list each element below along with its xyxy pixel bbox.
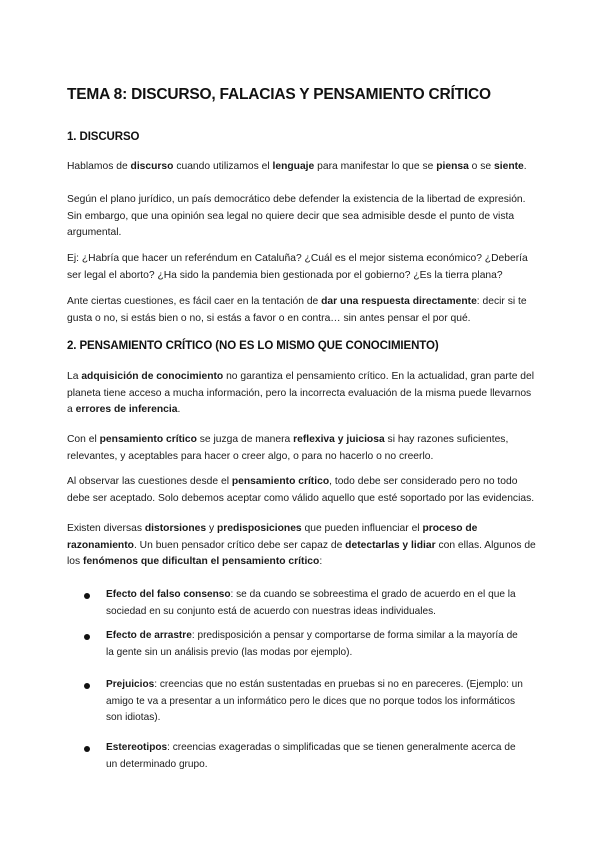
text-run: Con el — [67, 434, 100, 445]
paragraph — [67, 294, 537, 327]
list-item-text — [106, 740, 526, 773]
emphasis-text: Estereotipos — [106, 742, 168, 753]
emphasis-text: pensamiento crítico — [99, 434, 197, 445]
emphasis-text: dar una respuesta directamente — [321, 296, 477, 307]
emphasis-text: piensa — [436, 161, 469, 172]
emphasis-text: proceso de razonamiento — [67, 523, 478, 551]
emphasis-text: distorsiones — [144, 523, 207, 534]
paragraph — [67, 159, 537, 176]
text-run: : se da cuando se sobreestima el grado de acuerdo en el que la sociedad en su conjunto está de acuerdo con nuestras ideas individuales. — [106, 589, 516, 617]
text-run: y — [206, 523, 217, 534]
bullet-icon — [84, 683, 90, 689]
emphasis-text: lenguaje — [272, 161, 315, 172]
emphasis-text: errores de inferencia — [75, 404, 178, 415]
text-run: . — [523, 161, 527, 172]
list-item-text — [106, 677, 526, 727]
text-run: La — [67, 371, 82, 382]
text-run: : creencias que no están sustentadas en pruebas si no en pareceres. (Ejemplo: un amigo te va a presentar a un informático pero le dices que no porque todos los informáticos son idiotas). — [106, 679, 523, 723]
paragraph — [67, 192, 537, 242]
text-run: . Un buen pensador crítico debe ser capaz de — [133, 539, 346, 551]
emphasis-text: Efecto del falso consenso — [106, 589, 231, 600]
emphasis-text: predisposiciones — [216, 523, 302, 534]
bullet-icon — [84, 746, 90, 752]
list-item-text — [106, 628, 526, 661]
text-run: . — [177, 404, 181, 415]
bullet-icon — [84, 634, 90, 640]
paragraph — [67, 521, 537, 571]
emphasis-text: siente — [494, 161, 524, 172]
emphasis-text: adquisición de conocimiento — [81, 371, 224, 382]
section-heading-discurso: 1. DISCURSO — [67, 131, 140, 143]
paragraph — [67, 369, 537, 419]
text-run: Existen diversas — [67, 523, 145, 534]
text-run: Ante ciertas cuestiones, es fácil caer en la tentación de — [67, 296, 322, 307]
emphasis-text: detectarlas y lidiar — [345, 539, 436, 551]
text-run: se juzga de manera — [196, 434, 294, 445]
text-run: que pueden influenciar el — [301, 523, 423, 534]
paragraph — [67, 474, 537, 507]
emphasis-text: fenómenos que dificultan el pensamiento crítico — [83, 556, 320, 567]
text-run: no garantiza el pensamiento crítico. En la actualidad, gran parte del planeta tiene acceso a mucha información, pero la incorrecta evaluación de la misma puede llevarnos a — [67, 371, 535, 415]
text-run: con ellas. Algunos de los — [67, 539, 536, 567]
emphasis-text: pensamiento crítico — [231, 476, 330, 487]
text-run: : decir si te gusta o no, si estás bien o no, si estás a favor o en contra… sin antes pensar el por qué. — [67, 296, 527, 324]
text-run: si hay razones suficientes, relevantes, y aceptables para hacer o creer algo, o para no hacerlo o no creerlo. — [67, 434, 509, 462]
text-run: Según el plano jurídico, un país democrático debe defender la existencia de la libertad de expresión. Sin embargo, que una opinión sea legal no quiere decir que sea admisible desde el punto de vista argumental. — [67, 194, 526, 238]
text-run: cuando utilizamos el — [173, 161, 273, 172]
text-run: : creencias exageradas o simplificadas que se tienen generalmente acerca de un determinado grupo. — [106, 742, 516, 770]
emphasis-text: Prejuicios — [106, 679, 155, 690]
document-title: TEMA 8: DISCURSO, FALACIAS Y PENSAMIENTO CRÍTICO — [67, 86, 491, 103]
emphasis-text: discurso — [130, 161, 174, 172]
paragraph — [67, 251, 537, 284]
text-run: , todo debe ser considerado pero no todo debe ser aceptado. Solo debemos aceptar como válido aquello que esté soportado por las evidencias. — [67, 476, 535, 504]
section-heading-pensamiento-critico: 2. PENSAMIENTO CRÍTICO (NO ES LO MISMO QUE CONOCIMIENTO) — [67, 340, 439, 352]
emphasis-text: Efecto de arrastre — [106, 630, 192, 641]
list-item-text — [106, 587, 526, 620]
text-run: para manifestar lo que se — [314, 161, 437, 172]
text-run: o se — [468, 161, 494, 172]
bullet-icon — [84, 593, 90, 599]
text-run: : predisposición a pensar y comportarse de forma similar a la mayoría de la gente sin un análisis previo (las modas por ejemplo). — [106, 630, 518, 658]
text-run: Hablamos de — [67, 161, 131, 172]
paragraph — [67, 432, 537, 465]
text-run: : — [319, 556, 323, 567]
text-run: Ej: ¿Habría que hacer un referéndum en Cataluña? ¿Cuál es el mejor sistema económico? ¿Debería ser legal el aborto? ¿Ha sido la pandemia bien gestionada por el gobierno? ¿Es la tierra plana? — [67, 253, 528, 281]
emphasis-text: reflexiva y juiciosa — [293, 434, 385, 445]
text-run: Al observar las cuestiones desde el — [67, 476, 232, 487]
